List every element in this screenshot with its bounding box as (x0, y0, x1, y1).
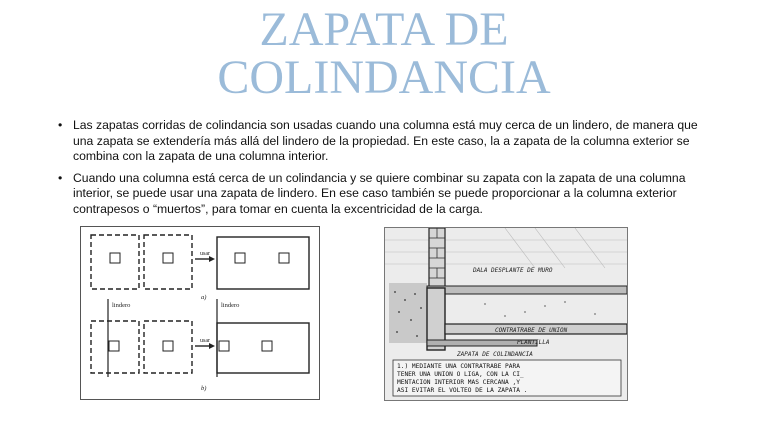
combined-footing (217, 323, 309, 373)
column-square (235, 253, 245, 263)
caption-line-3: MENTACION INTERIOR MAS CERCANA ,Y (397, 379, 520, 386)
column-square (109, 341, 119, 351)
dashed-footing (91, 235, 139, 289)
label-dala: DALA DESPLANTE DE MURO (473, 267, 553, 274)
label-plantilla: PLANTILLA (517, 339, 550, 346)
arrow-label: usar (200, 338, 210, 344)
dashed-footing (91, 321, 139, 373)
bullet-item-1 (58, 118, 708, 165)
footing-section-drawing (385, 228, 627, 400)
dashed-footing (144, 321, 192, 373)
bullet-list (58, 118, 708, 224)
column-square (163, 341, 173, 351)
caption-line-2: TENER UNA UNION O LIGA, CON LA CI_ (397, 371, 524, 378)
caption-line-1: 1.) MEDIANTE UNA CONTRATRABE PARA (397, 363, 520, 370)
dashed-footing (144, 235, 192, 289)
panel-label: b) (201, 385, 207, 392)
panel-label: a) (201, 294, 207, 301)
bullet-symbol: • (58, 118, 63, 132)
lindero-label: lindero (221, 302, 240, 309)
title-line-1: ZAPATA DE (259, 3, 509, 56)
bullet-symbol: • (58, 170, 63, 185)
footing-plan-figure (80, 226, 320, 400)
column-square (262, 341, 272, 351)
column-square (163, 253, 173, 263)
bullet-item-2 (58, 171, 708, 218)
arrow-label: usar (200, 251, 210, 257)
column-square (279, 253, 289, 263)
column-square (110, 253, 120, 263)
combined-footing (217, 237, 309, 289)
title-line-2: COLINDANCIA (217, 51, 551, 104)
lindero-label: lindero (112, 302, 131, 309)
footing-section-figure (384, 227, 628, 401)
label-contratrabe: CONTRATRABE DE UNION (495, 327, 568, 334)
bullet-text-1: Las zapatas corridas de colindancia son usadas cuando una columna está muy cerca de un lindero, de manera que una zapata se extendería más allá del lindero de la propiedad. En este caso, la a zapata de la columna exterior se combina con la zapata de una columna interior. (73, 118, 698, 164)
bullet-text-2: Cuando una columna está cerca de un colindancia y se quiere combinar su zapata con la zapata de una columna interior, se puede usar una zapata de lindero. En ese caso también se puede proporcionar a la columna exterior contrapesos o “muertos”, para tomar en cuenta la excentricidad de la carga. (73, 170, 686, 216)
label-zapata: ZAPATA DE COLINDANCIA (457, 351, 533, 358)
slide-title (0, 3, 768, 104)
column-square (219, 341, 229, 351)
caption-line-4: ASI EVITAR EL VOLTEO DE LA ZAPATA . (397, 387, 528, 394)
footing-plan-drawing (81, 227, 319, 399)
